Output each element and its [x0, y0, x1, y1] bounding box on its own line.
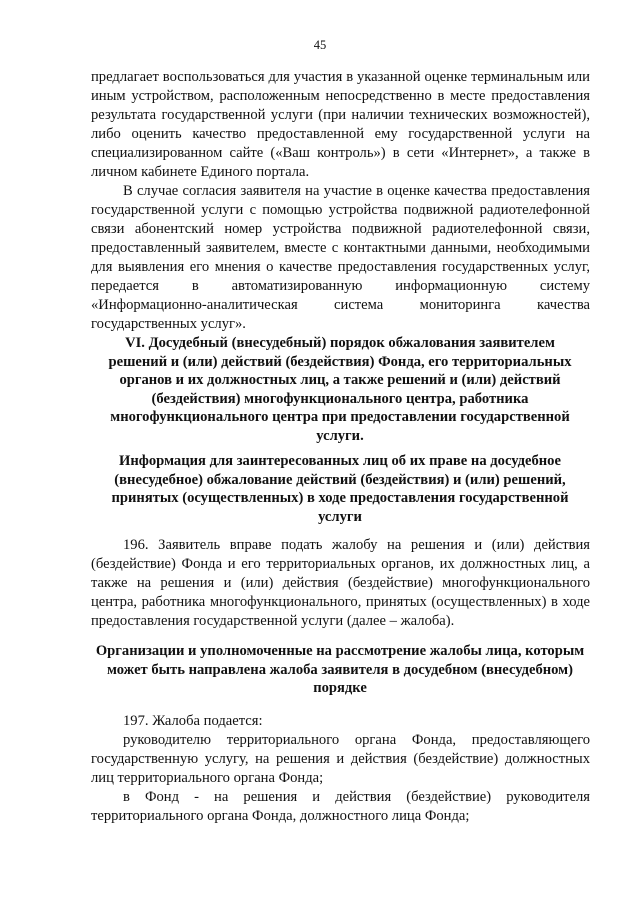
- text-block-197: [91, 712, 590, 826]
- text-block-top: [91, 68, 590, 334]
- subheading-organizations: Организации и уполномоченные на рассмотрение жалобы лица, которым может быть направлена жалоба заявителя в досудебном (внесудебном) порядке: [95, 643, 585, 696]
- paragraph-197-item-a: руководителю территориального органа Фонда, предоставляющего государственную услугу, на решения и действия (бездействие) должностных лиц территориального органа Фонда;: [91, 732, 590, 786]
- section-heading: VI. Досудебный (внесудебный) порядок обжалования заявителем решений и (или) действий (бездействия) Фонда, его территориальных органов и их должностных лиц, а также решений и (или) действий (бездействия) многофункционального центра, работника многофункционального центра при предоставлении государственной услуги.: [108, 335, 572, 444]
- subheading-information: Информация для заинтересованных лиц об их праве на досудебное (внесудебное) обжалование действий (бездействия) и (или) решений, принятых (осуществленных) в ходе предоставления государственной услуги: [111, 453, 569, 525]
- paragraph-consent: В случае согласия заявителя на участие в оценке качества предоставления государственной услуги с помощью устройства подвижной радиотелефонной связи абонентский номер устройства подвижной радиотелефонной связи, предоставленный заявителем, вместе с контактными данными, необходимыми для выявления его мнения о качестве предоставления государственных услуг, передается в автоматизированную информационную систему «Информационно-аналитическая система мониторинга качества государственных услуг».: [91, 183, 590, 332]
- text-block-196: [91, 536, 590, 631]
- paragraph-continuation: предлагает воспользоваться для участия в указанной оценке терминальным или иным устройством, расположенным непосредственно в месте предоставления результата государственной услуги (при наличии технических возможностей), либо оценить качество предоставленной ему государственной услуги на специализированном сайте («Ваш контроль») в сети «Интернет», а также в личном кабинете Единого портала.: [91, 69, 590, 180]
- page-number: 45: [313, 38, 327, 52]
- paragraph-197: 197. Жалоба подается:: [123, 713, 263, 729]
- paragraph-197-item-b: в Фонд - на решения и действия (бездействие) руководителя территориального органа Фонда, должностного лица Фонда;: [91, 789, 590, 824]
- paragraph-196: 196. Заявитель вправе подать жалобу на решения и (или) действия (бездействие) Фонда и его территориальных органов, их должностных лиц, а также на решения и (или) действия (бездействие) многофункционального центра, работника многофункционального, принятых (осуществленных) в ходе предоставления государственной услуги (далее – жалоба).: [91, 537, 590, 629]
